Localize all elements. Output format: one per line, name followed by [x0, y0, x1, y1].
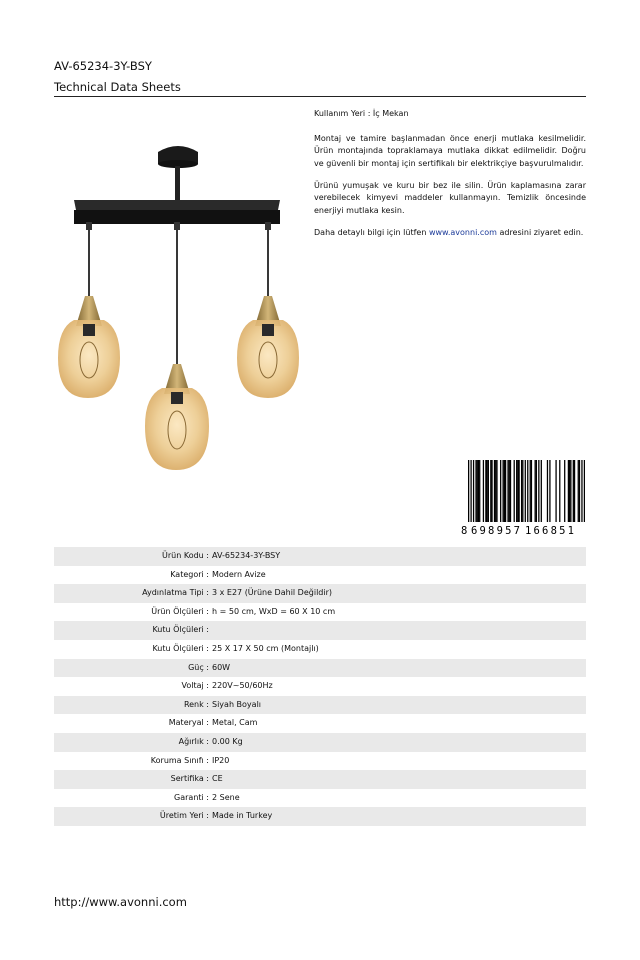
spec-label: Kutu Ölçüleri :: [152, 643, 209, 653]
spec-label: Sertifika :: [170, 774, 209, 784]
spec-value: AV-65234-3Y-BSY: [212, 551, 281, 560]
spec-row: [54, 621, 586, 640]
spec-label: Kategori :: [170, 569, 209, 579]
spec-value: IP20: [212, 755, 230, 765]
barcode-first-digit: 8: [461, 525, 468, 537]
barcode-bar: [479, 460, 480, 522]
barcode-bar: [574, 460, 575, 522]
barcode-bar: [564, 460, 565, 522]
barcode-bar: [584, 460, 585, 530]
barcode-bar: [530, 460, 531, 522]
barcode-bar: [531, 460, 532, 522]
barcode-bar: [559, 460, 560, 522]
usage-location: Kullanım Yeri : İç Mekan: [314, 109, 409, 118]
product-code-title: AV-65234-3Y-BSY: [54, 59, 152, 73]
barcode-bar: [547, 460, 548, 522]
barcode-bar: [549, 460, 550, 522]
spec-table: [54, 547, 586, 826]
header-divider: [54, 96, 586, 97]
barcode-bar: [473, 460, 474, 522]
barcode-bar: [573, 460, 574, 522]
spec-label: Üretim Yeri :: [159, 811, 209, 821]
spec-value: h = 50 cm, WxD = 60 X 10 cm: [212, 606, 336, 616]
spec-value: 3 x E27 (Ürüne Dahil Değildir): [212, 588, 332, 598]
spec-label: Materyal :: [168, 718, 209, 728]
barcode-bar: [477, 460, 478, 522]
barcode-bar: [514, 460, 515, 522]
barcode-bar: [555, 460, 556, 522]
spec-row: [54, 547, 586, 566]
barcode-bar: [488, 460, 489, 522]
barcode-bar: [495, 460, 496, 522]
barcode-bar: [509, 460, 510, 522]
spec-label: Ürün Kodu :: [162, 551, 209, 560]
spec-row: [54, 714, 586, 733]
barcode-bar: [569, 460, 570, 522]
spec-label: Garanti :: [174, 792, 209, 802]
barcode-bar: [478, 460, 479, 522]
spec-label: Kutu Ölçüleri :: [152, 625, 209, 635]
barcode-bar: [579, 460, 580, 522]
barcode-bar: [494, 460, 495, 522]
installation-warning: Montaj ve tamire başlanmadan önce enerji mutlaka kesilmelidir. Ürün montajında topraklamaya mutlaka dikkat edilmelidir. Doğru ve güvenli bir montaj için sertifikalı bir elektrikçiye başvurulmalıdır.: [314, 133, 586, 168]
spec-label: Koruma Sınıfı :: [150, 755, 209, 765]
barcode-left-digits: 698957: [471, 525, 523, 537]
barcode-bar: [581, 460, 582, 530]
barcode-bar: [486, 460, 487, 522]
barcode-bar: [507, 460, 508, 522]
barcode-bar: [538, 460, 539, 522]
barcode-bar: [525, 460, 526, 530]
center-pendant: [145, 364, 209, 470]
right-pendant: [237, 296, 299, 398]
more-info-line: Daha detaylı bilgi için lütfen www.avonni.com adresini ziyaret edin.: [314, 227, 584, 237]
spec-value: 0.00 Kg: [212, 736, 243, 746]
barcode-bar: [516, 460, 517, 522]
barcode-bar: [502, 460, 503, 522]
barcode-bar: [491, 460, 492, 522]
barcode-bar: [468, 460, 469, 530]
barcode-bar: [500, 460, 501, 522]
spec-label: Ağırlık :: [178, 736, 209, 746]
spec-label: Aydınlatma Tipi :: [142, 588, 209, 598]
barcode-bar: [483, 460, 484, 522]
barcode-bar: [475, 460, 476, 522]
barcode-bar: [536, 460, 537, 522]
barcode-bar: [535, 460, 536, 522]
spec-value: Siyah Boyalı: [212, 699, 262, 709]
spec-row: [54, 733, 586, 752]
usage-info: [314, 108, 586, 249]
spec-label: Ürün Ölçüleri :: [151, 606, 209, 616]
product-image: [52, 108, 308, 508]
spec-row: [54, 584, 586, 603]
barcode-bar: [527, 460, 528, 530]
barcode-bar: [485, 460, 486, 522]
spec-value: Made in Turkey: [212, 811, 273, 821]
left-pendant: [58, 296, 120, 398]
barcode-bar: [541, 460, 542, 522]
cleaning-instructions: Ürünü yumuşak ve kuru bir bez ile silin. Ürün kaplamasına zarar verebilecek kimyevi maddeler kullanmayın. Temizlik öncesinde enerjiyi mutlaka kesin.: [314, 180, 586, 215]
barcode-bar: [470, 460, 471, 530]
mounting-bar: [74, 200, 280, 210]
spec-value: [209, 621, 212, 640]
spec-label: Renk :: [183, 699, 209, 709]
barcode-bar: [568, 460, 569, 522]
spec-row: [54, 640, 586, 659]
barcode-bar: [578, 460, 579, 522]
website-link[interactable]: www.avonni.com: [428, 227, 497, 237]
spec-label: Voltaj :: [181, 681, 209, 691]
barcode-bar: [570, 460, 571, 522]
barcode-bar: [510, 460, 511, 522]
spec-value: 220V~50/60Hz: [212, 681, 273, 691]
spec-row: [54, 696, 586, 715]
spec-row: [54, 566, 586, 585]
footer-url[interactable]: http://www.avonni.com: [54, 895, 187, 909]
barcode-bar: [505, 460, 506, 522]
sheet-subtitle: Technical Data Sheets: [54, 80, 181, 94]
barcode-bar: [522, 460, 523, 522]
spec-row: [54, 752, 586, 771]
barcode-bar: [504, 460, 505, 522]
spec-value: 2 Sene: [212, 792, 240, 802]
spec-row: [54, 789, 586, 808]
barcode-bar: [517, 460, 518, 522]
barcode: [457, 460, 585, 537]
spec-value: 60W: [212, 662, 231, 672]
barcode-bar: [490, 460, 491, 522]
barcode-bar: [496, 460, 497, 522]
spec-value: 25 X 17 X 50 cm (Montajlı): [212, 643, 319, 653]
spec-row: [54, 603, 586, 622]
barcode-bar: [518, 460, 519, 522]
spec-label: Güç :: [188, 662, 209, 672]
spec-value: Metal, Cam: [212, 718, 258, 728]
barcode-right-digits: 166851: [525, 525, 577, 537]
spec-value: Modern Avize: [212, 569, 266, 579]
spec-row: [54, 807, 586, 826]
spec-row: [54, 677, 586, 696]
spec-row: [54, 770, 586, 789]
spec-row: [54, 659, 586, 678]
spec-value: CE: [212, 774, 223, 784]
sheet-header: [54, 58, 586, 95]
suspension-rod: [175, 166, 180, 200]
barcode-bar: [521, 460, 522, 522]
